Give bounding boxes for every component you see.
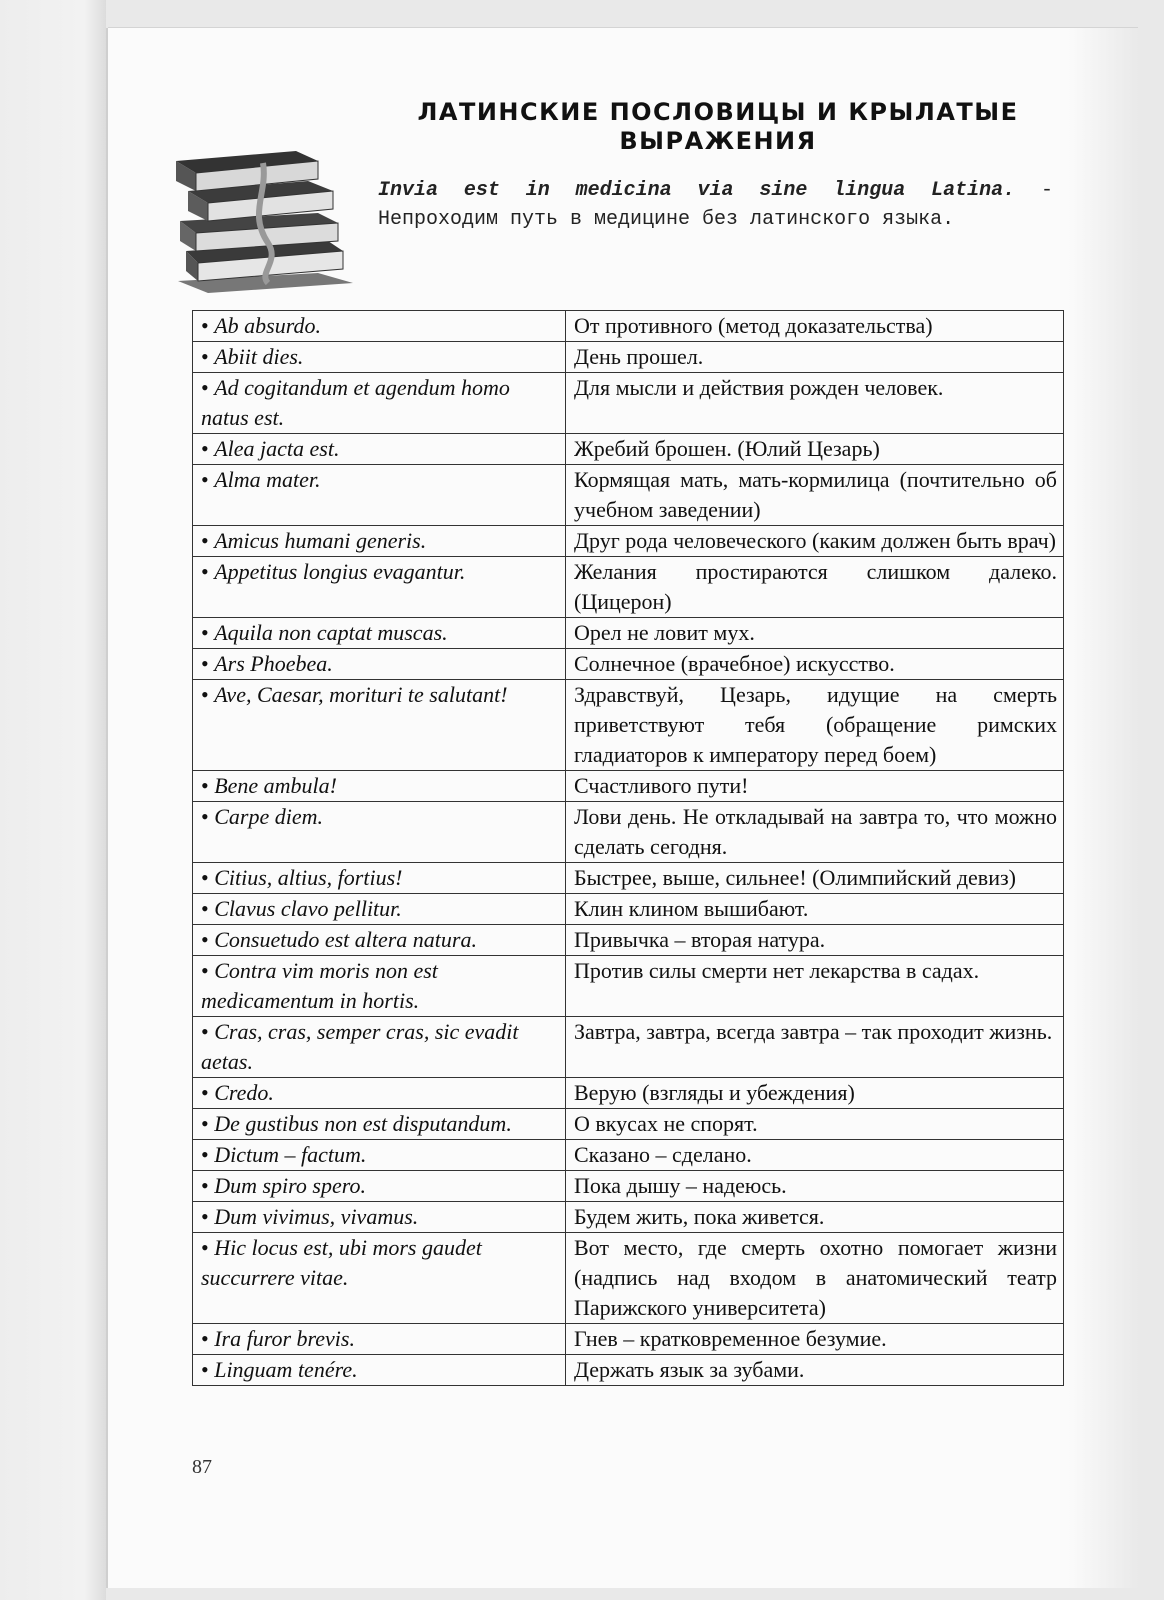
latin-proverb: • Aquila non captat muscas. [193,618,566,649]
table-row [193,1171,1064,1202]
russian-translation: Будем жить, пока живется. [566,1202,1064,1233]
table-row [193,342,1064,373]
table-row [193,465,1064,526]
russian-translation: Привычка – вторая натура. [566,925,1064,956]
latin-proverb: • Amicus humani generis. [193,526,566,557]
table-row [193,434,1064,465]
latin-proverb: • Dum spiro spero. [193,1171,566,1202]
russian-translation: Солнечное (врачебное) искусство. [566,649,1064,680]
russian-translation: Лови день. Не откладывай на завтра то, что можно сделать сегодня. [566,802,1064,863]
table-row [193,1355,1064,1386]
latin-proverb: • Credo. [193,1078,566,1109]
russian-translation: Здравствуй, Цезарь, идущие на смерть приветствуют тебя (обращение римских гладиаторов к императору перед боем) [566,680,1064,771]
russian-translation: От противного (метод доказательства) [566,311,1064,342]
table-row [193,311,1064,342]
russian-translation: Вот место, где смерть охотно помогает жизни (надпись над входом в анатомический театр Парижского университета) [566,1233,1064,1324]
russian-translation: Гнев – кратковременное безумие. [566,1324,1064,1355]
motto-translation: - Непроходим путь в медицине без латинского языка. [378,179,1053,231]
latin-proverb: • Dum vivimus, vivamus. [193,1202,566,1233]
table-row [193,1324,1064,1355]
table-row [193,1078,1064,1109]
latin-proverb: • Ad cogitandum et agendum homo natus est. [193,373,566,434]
table-row [193,956,1064,1017]
latin-proverb: • Contra vim moris non est medicamentum in hortis. [193,956,566,1017]
latin-proverb: • Ira furor brevis. [193,1324,566,1355]
russian-translation: Сказано – сделано. [566,1140,1064,1171]
table-row [193,649,1064,680]
latin-proverb: • Cras, cras, semper cras, sic evadit aetas. [193,1017,566,1078]
latin-proverb: • Consuetudo est altera natura. [193,925,566,956]
latin-proverb: • Citius, altius, fortius! [193,863,566,894]
proverbs-table [192,310,1064,1386]
latin-proverb: • Dictum – factum. [193,1140,566,1171]
russian-translation: Счастливого пути! [566,771,1064,802]
latin-proverb: • Carpe diem. [193,802,566,863]
russian-translation: День прошел. [566,342,1064,373]
table-row [193,1233,1064,1324]
russian-translation: Друг рода человеческого (каким должен быть врач) [566,526,1064,557]
page-title: ЛАТИНСКИЕ ПОСЛОВИЦЫ И КРЫЛАТЫЕ ВЫРАЖЕНИЯ [417,98,1019,155]
russian-translation: Верую (взгляды и убеждения) [566,1078,1064,1109]
table-row [193,1140,1064,1171]
page-number: 87 [192,1456,212,1478]
motto-latin: Invia est in medicina via sine lingua Latina. [378,179,1016,202]
latin-proverb: • Ars Phoebea. [193,649,566,680]
table-row [193,1017,1064,1078]
latin-proverb: • Hic locus est, ubi mors gaudet succurrere vitae. [193,1233,566,1324]
table-row [193,526,1064,557]
latin-proverb: • Bene ambula! [193,771,566,802]
page-shadow [1068,28,1138,1588]
latin-proverb: • Alea jacta est. [193,434,566,465]
russian-translation: О вкусах не спорят. [566,1109,1064,1140]
table-row [193,894,1064,925]
russian-translation: Держать язык за зубами. [566,1355,1064,1386]
table-row [193,863,1064,894]
table-row [193,771,1064,802]
table-row [193,618,1064,649]
table-row [193,1202,1064,1233]
latin-proverb: • Appetitus longius evagantur. [193,557,566,618]
russian-translation: Желания простираются слишком далеко. (Цицерон) [566,557,1064,618]
books-stack-icon [168,133,368,293]
scan-background [0,0,106,1600]
latin-proverb: • Linguam tenére. [193,1355,566,1386]
latin-proverb: • Clavus clavo pellitur. [193,894,566,925]
table-row [193,802,1064,863]
table-row [193,680,1064,771]
latin-proverb: • Alma mater. [193,465,566,526]
russian-translation: Против силы смерти нет лекарства в садах. [566,956,1064,1017]
russian-translation: Завтра, завтра, всегда завтра – так проходит жизнь. [566,1017,1064,1078]
russian-translation: Пока дышу – надеюсь. [566,1171,1064,1202]
russian-translation: Для мысли и действия рожден человек. [566,373,1064,434]
russian-translation: Быстрее, выше, сильнее! (Олимпийский девиз) [566,863,1064,894]
table-row [193,557,1064,618]
russian-translation: Кормящая мать, мать-кормилица (почтительно об учебном заведении) [566,465,1064,526]
latin-proverb: • Ave, Caesar, morituri te salutant! [193,680,566,771]
table-row [193,373,1064,434]
latin-proverb: • Abiit dies. [193,342,566,373]
motto [378,176,1053,234]
russian-translation: Клин клином вышибают. [566,894,1064,925]
book-page [108,28,1138,1588]
latin-proverb: • De gustibus non est disputandum. [193,1109,566,1140]
latin-proverb: • Ab absurdo. [193,311,566,342]
russian-translation: Жребий брошен. (Юлий Цезарь) [566,434,1064,465]
table-row [193,925,1064,956]
russian-translation: Орел не ловит мух. [566,618,1064,649]
table-row [193,1109,1064,1140]
